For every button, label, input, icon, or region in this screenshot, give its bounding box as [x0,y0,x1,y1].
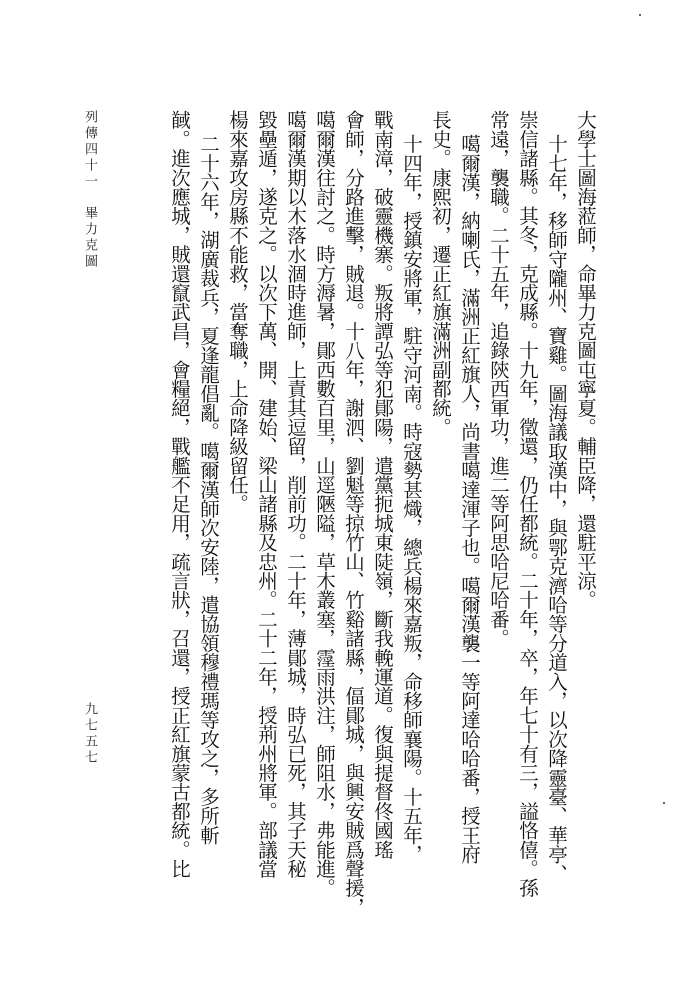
text-column-13: 楊來嘉攻房縣不能救，當奪職，上命降級留任。 [226,110,249,514]
text-column-15: 馘。進次應城，賊還竄武昌，會糧絕，戰艦不足用，疏言狀，召還，授正紅旗蒙古都統。比 [168,110,191,879]
text-column-4: 常遠，襲職。二十五年，追錄陝西軍功，進二等阿思哈尼哈番。 [487,110,510,648]
scan-speck [663,802,665,804]
text-column-10: 噶爾漢往討之。時方溽暑，鄖西數百里，山逕陿隘，草木叢塞，霪雨洪注，師阻水，弗能進。 [313,110,336,898]
text-column-11: 噶爾漢期以木落水涸時進師，上責其逗留，削前功。二十年，薄鄖城，時弘已死，其子天秘 [284,110,307,879]
text-column-5: 噶爾漢，納喇氏，滿洲正紅旗人，尚書噶達渾子也。噶爾漢襲一等阿達哈哈番，授王府 [458,134,481,864]
text-column-8: 戰南漳，破靈機寨。叛將譚弘等犯鄖陽，遣黨扼城東陡嶺，斷我輓運道。復與提督佟國瑤 [371,110,394,859]
text-column-6: 長史。康熙初，遷正紅旗滿洲副都統。 [429,110,452,437]
text-column-7: 十四年，授鎮安將軍，駐守河南。時寇勢甚熾，總兵楊來嘉叛，命移師襄陽。十五年， [400,134,423,864]
page-number: 九七五七 [82,702,97,766]
text-column-14: 二十六年，湖廣裁兵，夏逢龍倡亂。噶爾漢師次安陸，遣協領穆禮瑪等攻之，多所斬 [197,134,220,845]
text-column-3: 崇信諸縣。其冬，克成縣。十九年，徵還，仍任都統。二十年，卒，年七十有三，謚恪僖。孫 [516,110,539,898]
text-column-9: 會師，分路進擊，賊退。十八年，謝泗、劉魁等掠竹山、竹谿諸縣，偪鄖城，與興安賊爲聲援， [342,110,365,917]
text-column-12: 毀壘遁，遂克之。以次下萬、開、建始、梁山諸縣及忠州。二十二年，授荊州將軍。部議當 [255,110,278,879]
text-column-2: 十七年，移師守隴州、寶雞。圖海議取漢中，與鄂克濟哈等分道入，以次降靈臺、華亭、 [545,134,568,883]
scan-speck [639,14,641,16]
running-header: 列傳四十一 畢力克圖 [82,110,97,270]
text-column-1: 大學士圖海蒞師，命畢力克圖屯寧夏。輔臣降，還駐平涼。 [574,110,597,610]
